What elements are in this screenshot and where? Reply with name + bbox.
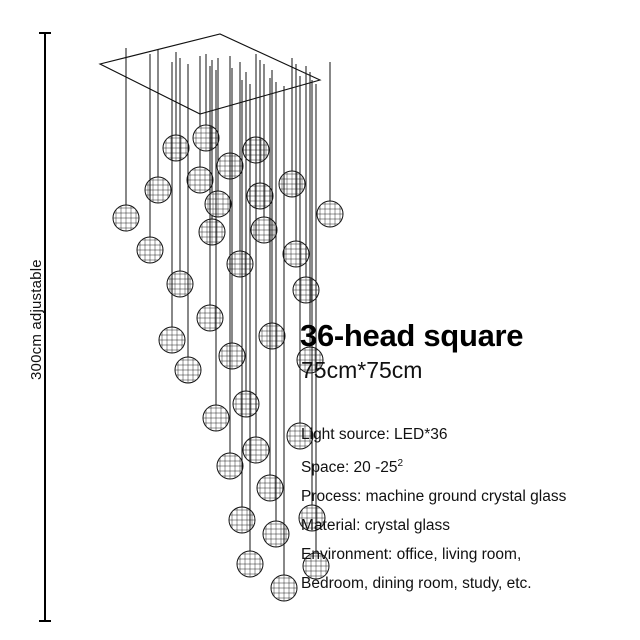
height-dimension-label: 300cm adjustable: [28, 259, 45, 380]
spec-space-text: Space: 20 -25: [301, 459, 398, 477]
spec-environment-line-2: Bedroom, dining room, study, etc.: [301, 575, 532, 593]
spec-environment-line-1: Environment: office, living room,: [301, 546, 522, 564]
spec-space: [301, 449, 631, 482]
product-size: 75cm*75cm: [301, 357, 423, 383]
product-title: 36-head square: [300, 318, 524, 353]
spec-light-source: Light source: LED*36: [301, 426, 448, 443]
spec-process: Process: machine ground crystal glass: [301, 488, 567, 506]
product-specs: [301, 420, 631, 598]
spec-space-superscript: 2: [397, 458, 404, 469]
spec-material: Material: crystal glass: [301, 517, 451, 535]
